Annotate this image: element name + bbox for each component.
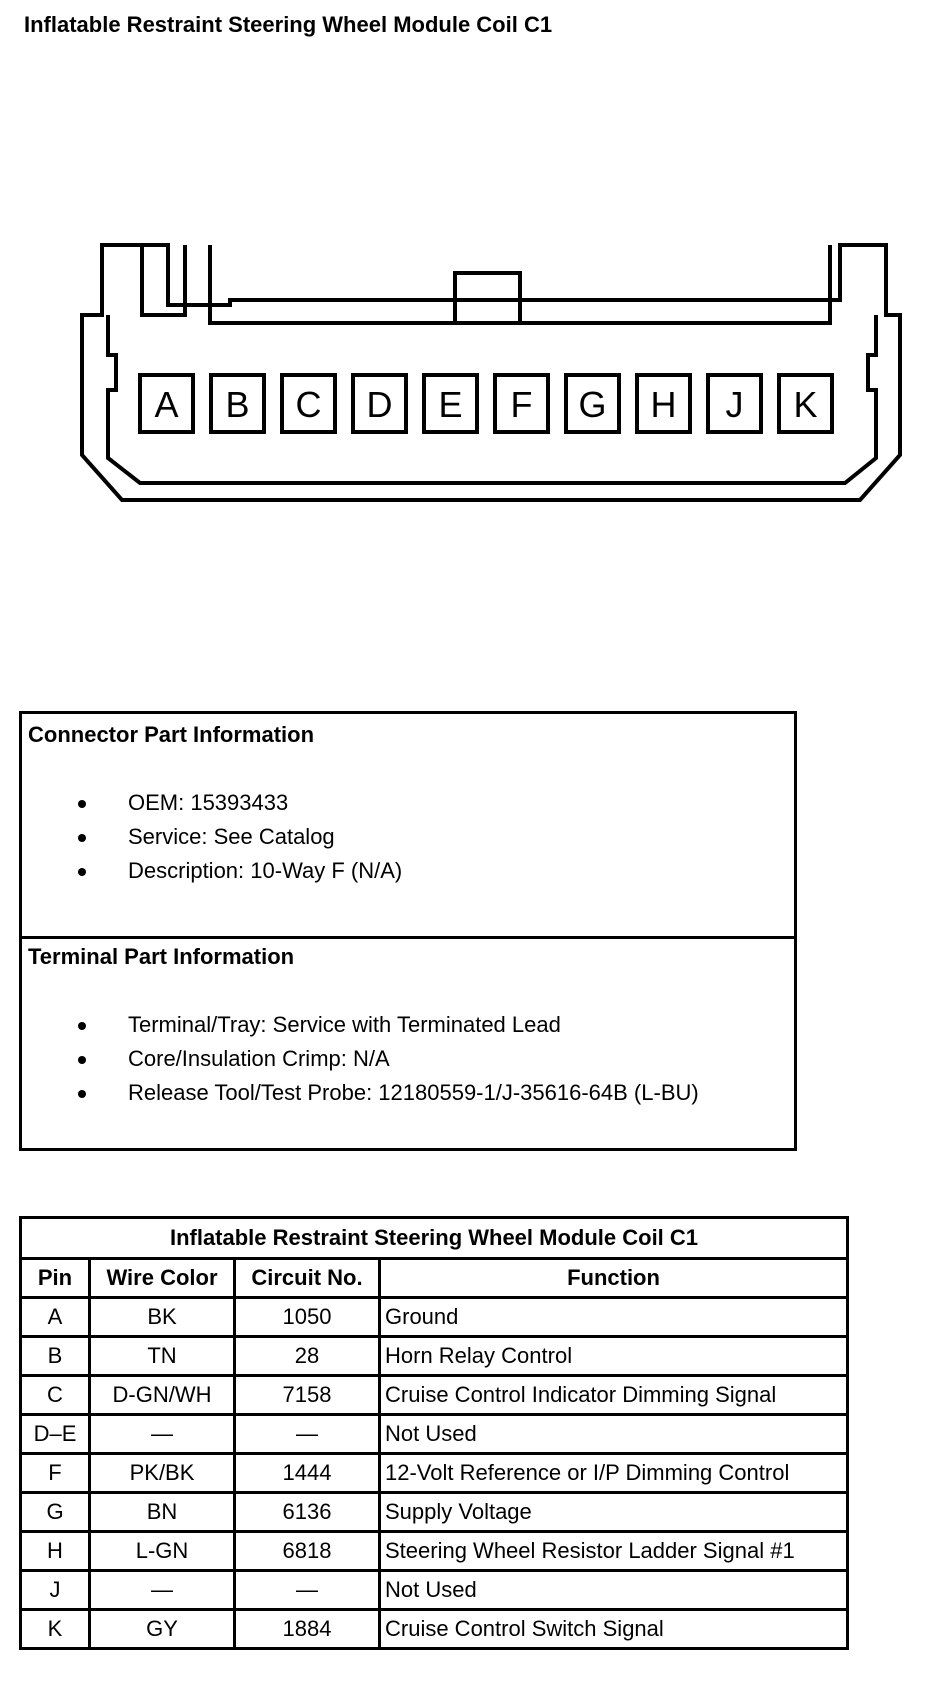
cavity-label: J bbox=[725, 384, 744, 425]
cavity-label: B bbox=[225, 384, 250, 425]
circuit-cell: 1884 bbox=[235, 1610, 380, 1649]
column-header-function: Function bbox=[380, 1259, 848, 1298]
pinout-table bbox=[19, 1216, 849, 1650]
pin-cell: D–E bbox=[21, 1415, 90, 1454]
function-cell: Horn Relay Control bbox=[380, 1337, 848, 1376]
table-row bbox=[21, 1571, 848, 1610]
circuit-cell: 6818 bbox=[235, 1532, 380, 1571]
list-item bbox=[22, 1042, 699, 1076]
bullet-icon bbox=[78, 1056, 86, 1064]
list-item-text: Description: 10-Way F (N/A) bbox=[128, 858, 403, 883]
table-caption: Inflatable Restraint Steering Wheel Module Coil C1 bbox=[21, 1218, 848, 1259]
table-row bbox=[21, 1337, 848, 1376]
pin-cell: H bbox=[21, 1532, 90, 1571]
wire-color-cell: L-GN bbox=[90, 1532, 235, 1571]
bullet-icon bbox=[78, 1022, 86, 1030]
cavity-label: F bbox=[510, 384, 533, 425]
cavity-label: H bbox=[650, 384, 677, 425]
pin-cell: C bbox=[21, 1376, 90, 1415]
wire-color-cell: PK/BK bbox=[90, 1454, 235, 1493]
pin-cell: J bbox=[21, 1571, 90, 1610]
circuit-cell: 1444 bbox=[235, 1454, 380, 1493]
cavity-label: K bbox=[793, 384, 818, 425]
pin-cell: A bbox=[21, 1298, 90, 1337]
wire-color-cell: — bbox=[90, 1415, 235, 1454]
pin-cell: F bbox=[21, 1454, 90, 1493]
circuit-cell: — bbox=[235, 1415, 380, 1454]
cavity-label: D bbox=[366, 384, 393, 425]
list-item bbox=[22, 786, 402, 820]
circuit-cell: 7158 bbox=[235, 1376, 380, 1415]
column-header-wire-color: Wire Color bbox=[90, 1259, 235, 1298]
bullet-icon bbox=[78, 800, 86, 808]
cavity-group bbox=[140, 375, 832, 432]
list-item bbox=[22, 820, 402, 854]
column-header-pin: Pin bbox=[21, 1259, 90, 1298]
table-row bbox=[21, 1454, 848, 1493]
circuit-cell: 6136 bbox=[235, 1493, 380, 1532]
cavity-label: G bbox=[578, 384, 607, 425]
part-info-box bbox=[19, 711, 797, 1151]
function-cell: 12-Volt Reference or I/P Dimming Control bbox=[380, 1454, 848, 1493]
bullet-icon bbox=[78, 868, 86, 876]
circuit-cell: 1050 bbox=[235, 1298, 380, 1337]
function-cell: Not Used bbox=[380, 1571, 848, 1610]
wire-color-cell: TN bbox=[90, 1337, 235, 1376]
column-header-circuit: Circuit No. bbox=[235, 1259, 380, 1298]
terminal-info-heading: Terminal Part Information bbox=[28, 944, 295, 969]
list-item-text: Core/Insulation Crimp: N/A bbox=[128, 1046, 390, 1071]
function-cell: Steering Wheel Resistor Ladder Signal #1 bbox=[380, 1532, 848, 1571]
pin-cell: K bbox=[21, 1610, 90, 1649]
list-item bbox=[22, 854, 402, 888]
terminal-part-info bbox=[22, 936, 794, 1148]
function-cell: Supply Voltage bbox=[380, 1493, 848, 1532]
wire-color-cell: GY bbox=[90, 1610, 235, 1649]
list-item-text: OEM: 15393433 bbox=[128, 790, 289, 815]
bullet-icon bbox=[78, 834, 86, 842]
wire-color-cell: D-GN/WH bbox=[90, 1376, 235, 1415]
table-row bbox=[21, 1610, 848, 1649]
connector-info-list bbox=[22, 786, 402, 888]
circuit-cell: — bbox=[235, 1571, 380, 1610]
pin-cell: B bbox=[21, 1337, 90, 1376]
function-cell: Ground bbox=[380, 1298, 848, 1337]
wire-color-cell: — bbox=[90, 1571, 235, 1610]
connector-diagram bbox=[0, 225, 928, 525]
cavity-label: A bbox=[154, 384, 179, 425]
cavity-label: C bbox=[295, 384, 322, 425]
page-title: Inflatable Restraint Steering Wheel Module Coil C1 bbox=[24, 12, 553, 37]
list-item bbox=[22, 1076, 699, 1110]
list-item bbox=[22, 1008, 699, 1042]
bullet-icon bbox=[78, 1090, 86, 1098]
connector-housing bbox=[82, 245, 900, 500]
terminal-info-list bbox=[22, 1008, 699, 1110]
table-row bbox=[21, 1415, 848, 1454]
table-row bbox=[21, 1376, 848, 1415]
table-row bbox=[21, 1532, 848, 1571]
function-cell: Not Used bbox=[380, 1415, 848, 1454]
pin-cell: G bbox=[21, 1493, 90, 1532]
table-row bbox=[21, 1298, 848, 1337]
connector-info-heading: Connector Part Information bbox=[28, 722, 315, 747]
wire-color-cell: BN bbox=[90, 1493, 235, 1532]
function-cell: Cruise Control Switch Signal bbox=[380, 1610, 848, 1649]
circuit-cell: 28 bbox=[235, 1337, 380, 1376]
list-item-text: Service: See Catalog bbox=[128, 824, 335, 849]
list-item-text: Release Tool/Test Probe: 12180559-1/J-35616-64B (L-BU) bbox=[128, 1080, 699, 1105]
table-row bbox=[21, 1493, 848, 1532]
pinout-rows bbox=[21, 1298, 848, 1649]
connector-part-info bbox=[22, 714, 794, 939]
wire-color-cell: BK bbox=[90, 1298, 235, 1337]
cavity-label: E bbox=[438, 384, 463, 425]
function-cell: Cruise Control Indicator Dimming Signal bbox=[380, 1376, 848, 1415]
list-item-text: Terminal/Tray: Service with Terminated Lead bbox=[128, 1012, 561, 1037]
